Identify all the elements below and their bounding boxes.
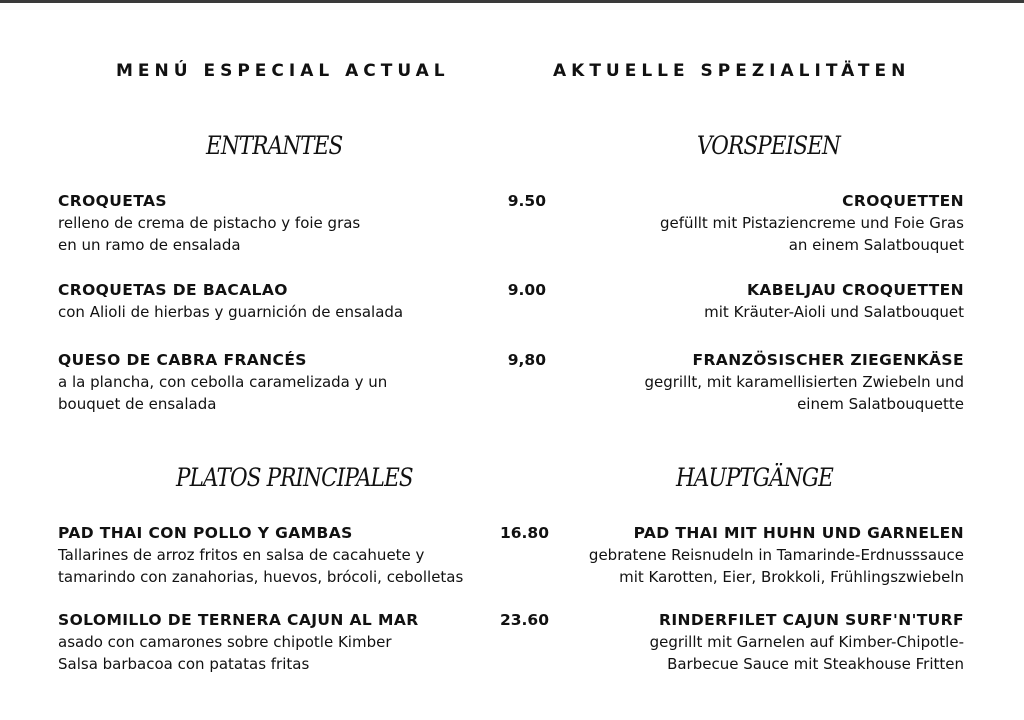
item-desc-es: Tallarines de arroz fritos en salsa de cacahuete y [58,546,425,564]
item-desc-es: con Alioli de hierbas y guarnición de ensalada [58,303,404,321]
menu-item-es [58,190,360,256]
menu-item-es [58,279,403,323]
item-desc-es: tamarindo con zanahorias, huevos, brócoli, cebolletas [58,568,464,586]
item-price: 9,80 [507,351,546,369]
section-heading-platos-principales: PLATOS PRINCIPALES [176,463,413,492]
item-name-de: RINDERFILET CAJUN SURF'N'TURF [659,611,964,629]
menu-item-es [58,349,387,415]
item-price: 9.50 [507,192,546,210]
item-price: 23.60 [499,611,549,629]
item-name-es: CROQUETAS DE BACALAO [58,281,288,299]
menu-item-de [589,522,964,588]
item-desc-de: an einem Salatbouquet [788,236,964,254]
item-desc-de: einem Salatbouquette [797,395,964,413]
item-desc-es: a la plancha, con cebolla caramelizada y un [58,373,388,391]
item-name-de: CROQUETTEN [842,192,964,210]
item-desc-de: mit Karotten, Eier, Brokkoli, Frühlingszwiebeln [619,568,964,586]
item-desc-de: mit Kräuter-Aioli und Salatbouquet [704,303,964,321]
item-name-es: QUESO DE CABRA FRANCÉS [58,351,307,369]
menu-item-de [650,609,964,675]
item-name-de: FRANZÖSISCHER ZIEGENKÄSE [692,351,964,369]
section-heading-vorspeisen: VORSPEISEN [697,131,840,160]
item-desc-de: gebratene Reisnudeln in Tamarinde-Erdnusssauce [588,546,964,564]
item-name-de: PAD THAI MIT HUHN UND GARNELEN [633,524,964,542]
item-name-es: PAD THAI CON POLLO Y GAMBAS [58,524,353,542]
menu-title-spanish: MENÚ ESPECIAL ACTUAL [116,61,450,81]
item-desc-de: gegrillt mit Garnelen auf Kimber-Chipotle- [649,633,964,651]
item-name-de: KABELJAU CROQUETTEN [746,281,964,299]
section-heading-entrantes: ENTRANTES [206,131,343,160]
item-desc-es: en un ramo de ensalada [58,236,241,254]
menu-item-es [58,609,419,675]
item-name-es: SOLOMILLO DE TERNERA CAJUN AL MAR [58,611,419,629]
item-name-es: CROQUETAS [58,192,167,210]
item-desc-de: gegrillt, mit karamellisierten Zwiebeln und [644,373,964,391]
menu-item-de [660,190,964,256]
menu-item-de [704,279,964,323]
item-desc-es: Salsa barbacoa con patatas fritas [58,655,310,673]
item-desc-es: bouquet de ensalada [58,395,217,413]
item-price: 16.80 [499,524,549,542]
item-desc-de: gefüllt mit Pistaziencreme und Foie Gras [660,214,964,232]
menu-title-german: AKTUELLE SPEZIALITÄTEN [553,61,911,81]
item-desc-de: Barbecue Sauce mit Steakhouse Fritten [667,655,964,673]
menu-item-de [644,349,964,415]
item-price: 9.00 [507,281,546,299]
item-desc-es: asado con camarones sobre chipotle Kimber [58,633,392,651]
item-desc-es: relleno de crema de pistacho y foie gras [58,214,361,232]
section-heading-hauptgaenge: HAUPTGÄNGE [676,463,833,492]
top-border [0,0,1024,3]
menu-item-es [58,522,463,588]
